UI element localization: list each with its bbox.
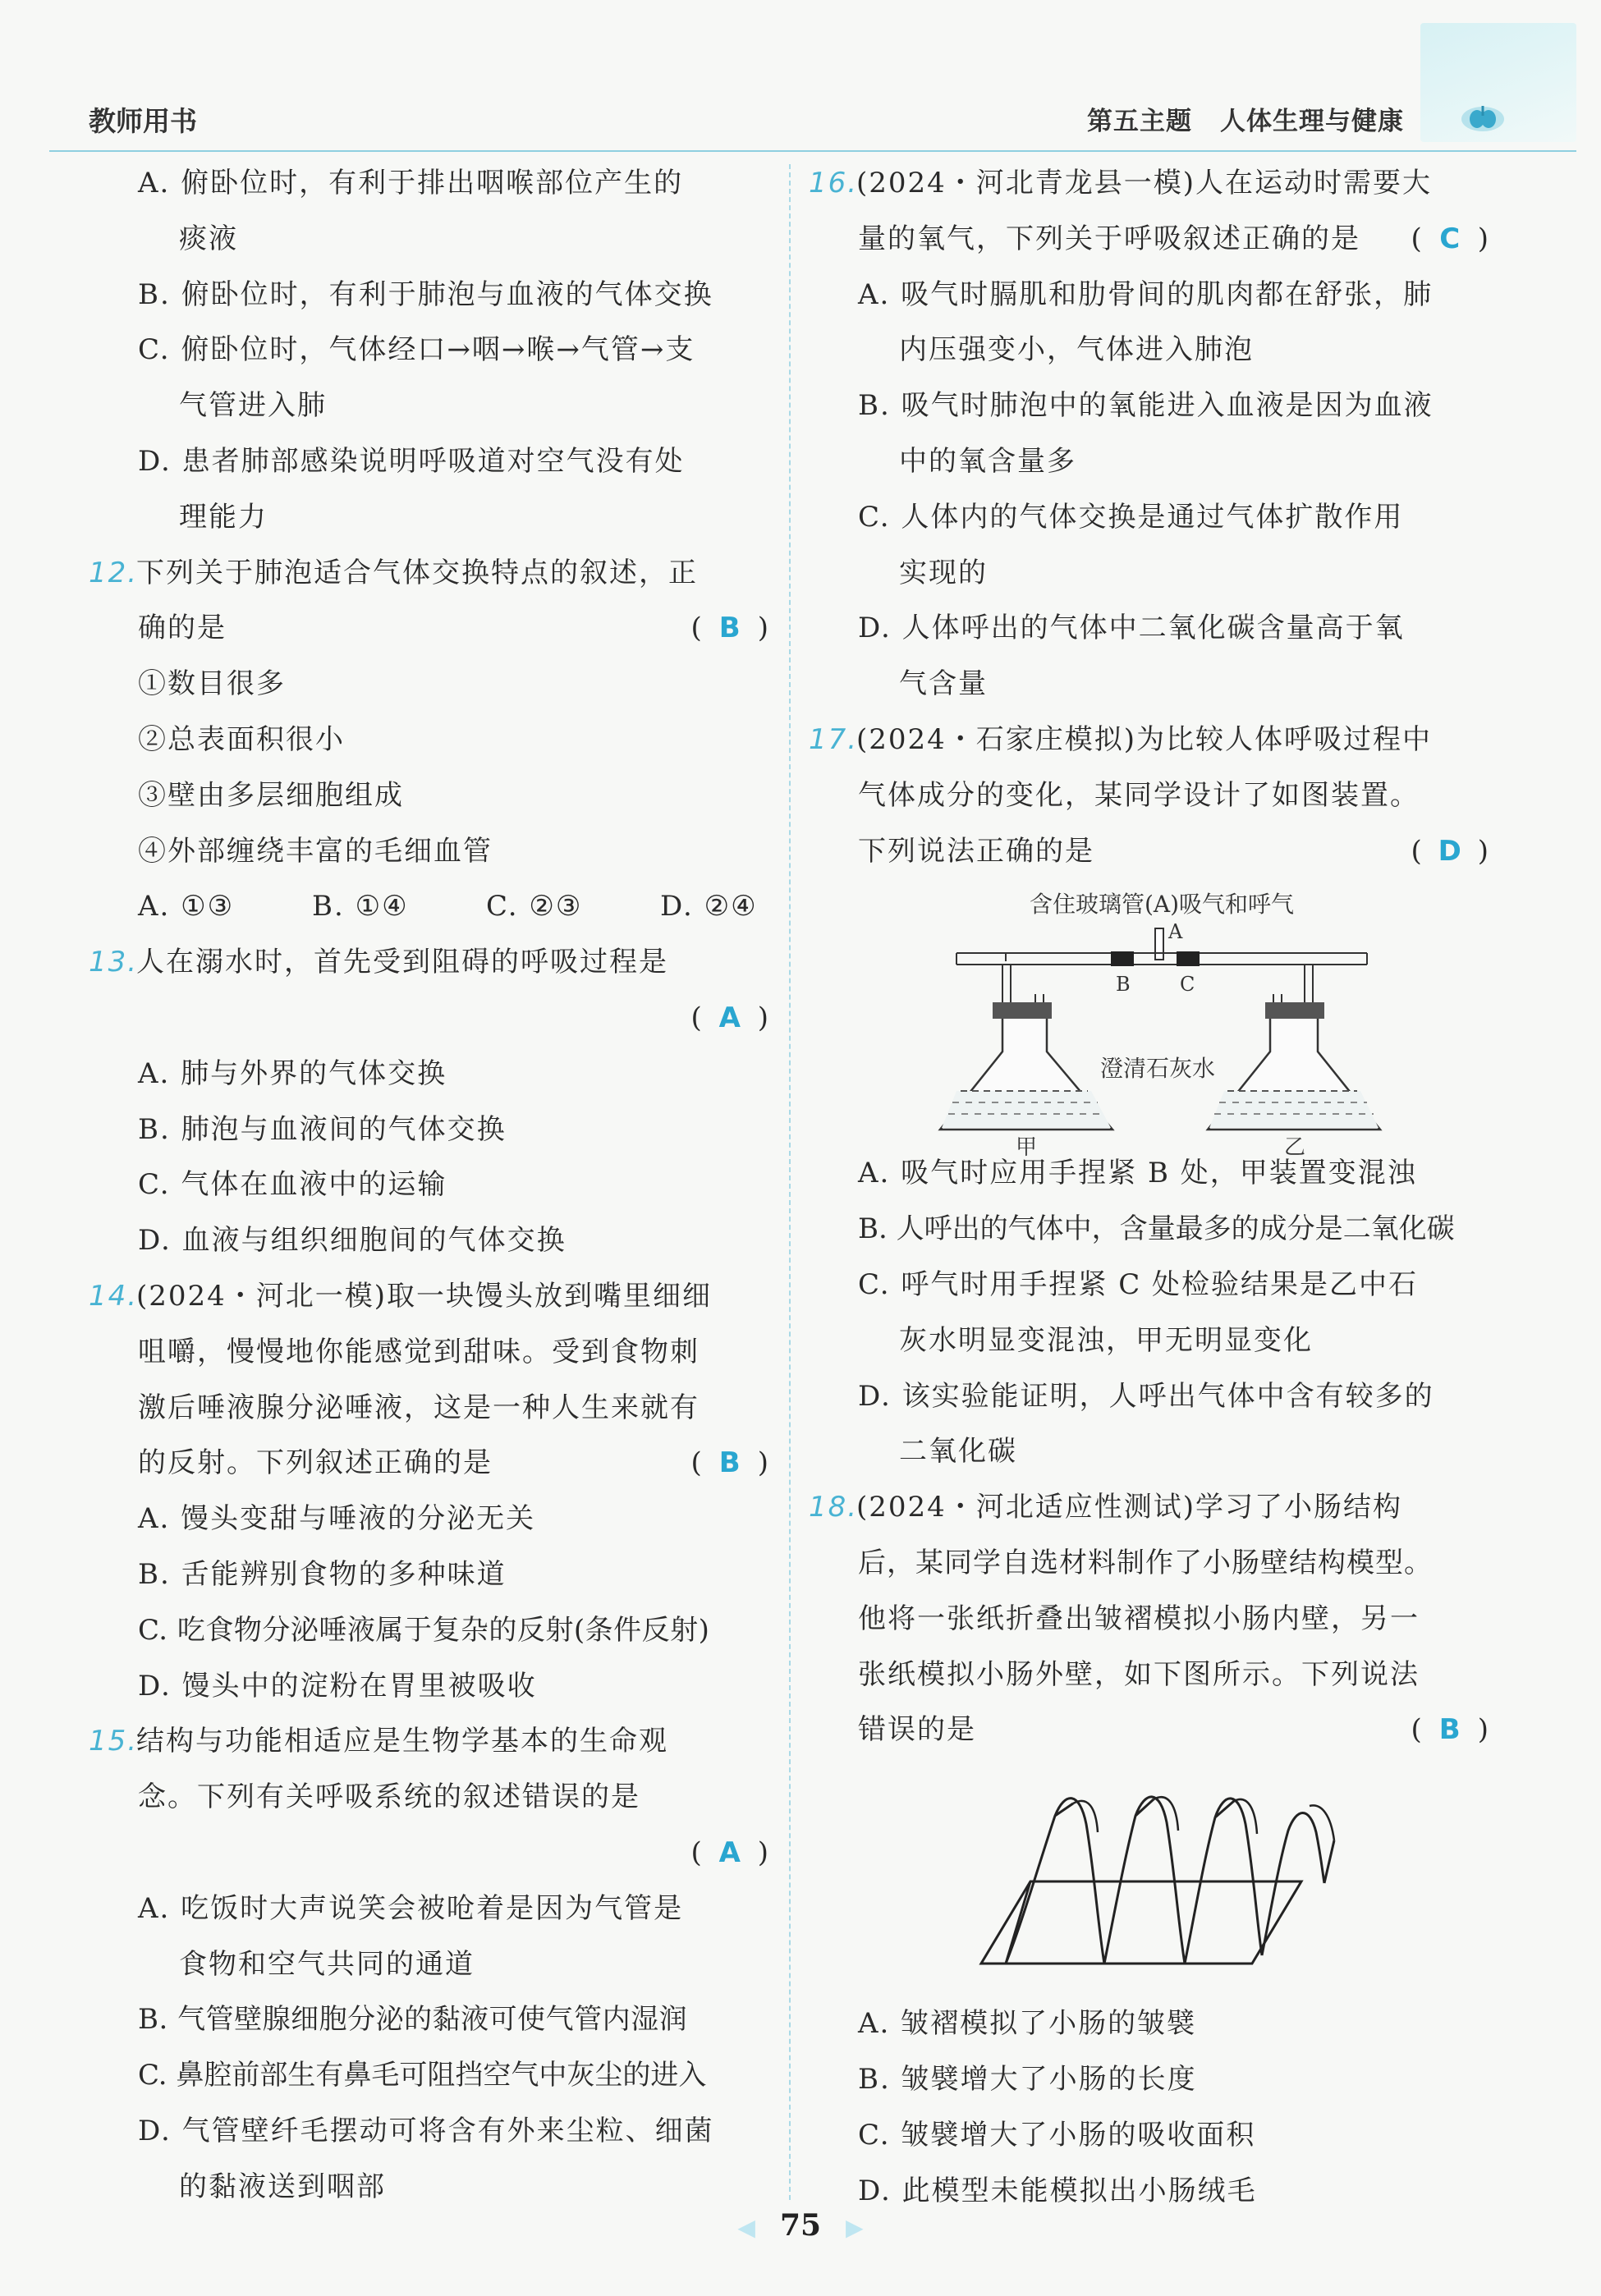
q17-apparatus-drawing: [809, 879, 1490, 1161]
q18-answer: B: [1438, 1713, 1462, 1747]
q18-intestine-model-figure: [809, 1758, 1490, 1996]
q17-flask-left-label: 甲: [1015, 1135, 1038, 1161]
q11-option-b: B. 俯卧位时，有利于肺泡与血液的气体交换: [138, 277, 713, 311]
q17-stem-text1: (2024・石家庄模拟)为比较人体呼吸过程中: [856, 722, 1433, 756]
q17-option-c-line2: 灰水明显变混浊，甲无明显变化: [899, 1323, 1313, 1357]
column-divider: [789, 164, 791, 2200]
q16-answer: C: [1439, 222, 1462, 255]
q12-stem-text2: 确的是: [138, 612, 227, 645]
left-arrow-icon: ◀: [737, 2214, 755, 2241]
header-book-type: 教师用书: [89, 105, 197, 137]
q18-stem-line1: [809, 1480, 1490, 1536]
q14-stem-text4: 的反射。下列叙述正确的是: [138, 1446, 493, 1480]
q17-label-c: C: [1180, 973, 1195, 997]
q15-answer-line: [89, 1826, 770, 1881]
q18-answer-box: ( B ): [1411, 1703, 1490, 1758]
q16-stem-text2: 量的氧气，下列关于呼吸叙述正确的是: [858, 222, 1360, 255]
q17-number: 17.: [809, 722, 859, 756]
q14-stem-text1: (2024・河北一模)取一块馒头放到嘴里细细: [136, 1279, 713, 1313]
q12-statement-3: ③壁由多层细胞组成: [138, 778, 404, 812]
q13-answer-box: ( A ): [690, 991, 770, 1047]
q16-stem-text1: (2024・河北青龙县一模)人在运动时需要大: [856, 167, 1433, 199]
q18-option-d: D. 此模型未能模拟出小肠绒毛: [858, 2174, 1257, 2207]
q11-option-a-line1: A. 俯卧位时，有利于排出咽喉部位产生的: [138, 167, 684, 199]
lung-logo-icon: [1459, 103, 1507, 135]
q18-stem-line3: 他将一张纸折叠出皱褶模拟小肠内壁，另一: [858, 1602, 1420, 1635]
q14-stem-line1: [89, 1269, 770, 1325]
q16-stem-line2: [809, 212, 1490, 268]
q18-option-a: A. 皱褶模拟了小肠的皱襞: [858, 2007, 1197, 2041]
q12-option-b: B. ①④: [312, 890, 409, 923]
q16-option-c-line1: C. 人体内的气体交换是通过气体扩散作用: [858, 500, 1404, 534]
q18-number: 18.: [809, 1491, 859, 1524]
q15-number: 15.: [89, 1725, 139, 1758]
page-footer: [0, 2208, 1601, 2243]
q12-stem-text1: 下列关于肺泡适合气体交换特点的叙述，正: [136, 556, 698, 589]
q18-stem-line2: 后，某同学自选材料制作了小肠壁结构模型。: [858, 1546, 1433, 1579]
q15-stem-line2: 念。下列有关呼吸系统的叙述错误的是: [138, 1780, 640, 1814]
q18-stem-line4: 张纸模拟小肠外壁，如下图所示。下列说法: [858, 1657, 1420, 1691]
q16-option-a-line1: A. 吸气时膈肌和肋骨间的肌肉都在舒张，肺: [858, 277, 1434, 311]
q15-answer-box: ( A ): [690, 1826, 770, 1881]
q12-statement-1: ①数目很多: [138, 667, 286, 701]
q16-stem-line1: [809, 156, 1490, 212]
q17-option-d-line1: D. 该实验能证明，人呼出气体中含有较多的: [858, 1379, 1434, 1413]
q17-option-b: B. 人呼出的气体中，含量最多的成分是二氧化碳: [858, 1212, 1455, 1246]
q17-stem-line2: 气体成分的变化，某同学设计了如图装置。: [858, 778, 1420, 812]
q16-number: 16.: [809, 167, 859, 199]
q17-flask-right-label: 乙: [1283, 1135, 1306, 1161]
q13-stem: [89, 935, 770, 991]
q15-option-d-line1: D. 气管壁纤毛摆动可将含有外来尘粒、细菌: [138, 2114, 714, 2147]
q12-answer: B: [718, 612, 742, 645]
q13-stem-text: 人在溺水时，首先受到阻碍的呼吸过程是: [136, 946, 668, 979]
q17-stem-line1: [809, 713, 1490, 768]
q11-option-a-line2: 痰液: [179, 222, 238, 255]
right-arrow-icon: ▶: [846, 2214, 864, 2241]
q11-option-c-line2: 气管进入肺: [179, 389, 327, 423]
q13-number: 13.: [89, 946, 139, 979]
q12-options: [89, 879, 770, 935]
q18-stem-text1: (2024・河北适应性测试)学习了小肠结构: [856, 1491, 1403, 1524]
q17-apparatus-figure: [809, 879, 1490, 1161]
left-column: [89, 156, 770, 2215]
q18-folded-paper-drawing: [809, 1758, 1490, 1996]
q14-answer-box: ( B ): [690, 1436, 770, 1492]
q16-option-b-line1: B. 吸气时肺泡中的氧能进入血液是因为血液: [858, 389, 1434, 423]
q17-liquid-label: 澄清石灰水: [1099, 1055, 1216, 1083]
q16-option-a-line2: 内压强变小，气体进入肺泡: [899, 333, 1254, 367]
q13-option-a: A. 肺与外界的气体交换: [138, 1056, 447, 1090]
q12-stem-line1: [89, 546, 770, 602]
q17-answer: D: [1438, 834, 1463, 868]
q13-answer-line: [89, 991, 770, 1047]
q14-stem-line4: [89, 1436, 770, 1492]
header-rule: [49, 150, 1576, 152]
q12-option-a: A. ①③: [138, 890, 235, 923]
q14-number: 14.: [89, 1279, 139, 1313]
q14-option-c: C. 吃食物分泌唾液属于复杂的反射(条件反射): [138, 1613, 710, 1647]
q13-answer: A: [718, 1001, 742, 1034]
q12-answer-box: ( B ): [690, 601, 770, 657]
q13-option-c: C. 气体在血液中的运输: [138, 1168, 447, 1202]
q12-statement-2: ②总表面积很小: [138, 722, 345, 756]
q17-option-d-line2: 二氧化碳: [899, 1435, 1017, 1469]
q11-option-d-line2: 理能力: [179, 500, 268, 534]
q15-option-a-line1: A. 吃饭时大声说笑会被呛着是因为气管是: [138, 1891, 684, 1925]
q14-option-b: B. 舌能辨别食物的多种味道: [138, 1557, 507, 1591]
page-number: 75: [779, 2208, 822, 2243]
q14-stem-line3: 激后唾液腺分泌唾液，这是一种人生来就有: [138, 1391, 700, 1424]
q16-option-b-line2: 中的氧含量多: [899, 444, 1076, 478]
q17-stem-text3: 下列说法正确的是: [858, 834, 1094, 868]
q16-option-c-line2: 实现的: [899, 556, 988, 589]
q17-label-b: B: [1116, 973, 1131, 997]
q15-stem-line1: [89, 1714, 770, 1770]
q17-option-c-line1: C. 呼气时用手捏紧 C 处检验结果是乙中石: [858, 1267, 1419, 1301]
q12-number: 12.: [89, 556, 139, 589]
q15-option-b: B. 气管壁腺细胞分泌的黏液可使气管内湿润: [138, 2003, 688, 2037]
q17-figure-caption: 含住玻璃管(A)吸气和呼气: [1029, 891, 1295, 919]
header-topic: [1087, 100, 1404, 137]
q15-stem-text1: 结构与功能相适应是生物学基本的生命观: [136, 1725, 668, 1758]
q14-option-d: D. 馒头中的淀粉在胃里被吸收: [138, 1669, 537, 1703]
q17-option-a: A. 吸气时应用手捏紧 B 处，甲装置变混浊: [858, 1157, 1417, 1190]
q15-option-d-line2: 的黏液送到咽部: [179, 2170, 386, 2203]
q13-option-b: B. 肺泡与血液间的气体交换: [138, 1112, 507, 1146]
q15-option-c: C. 鼻腔前部生有鼻毛可阻挡空气中灰尘的进入: [138, 2059, 707, 2092]
q17-stem-line3: [809, 824, 1490, 880]
q15-answer: A: [718, 1835, 742, 1869]
q11-option-d-line1: D. 患者肺部感染说明呼吸道对空气没有处: [138, 444, 685, 478]
q17-answer-box: ( D ): [1411, 824, 1490, 880]
q14-answer: B: [718, 1446, 742, 1480]
q18-stem-text5: 错误的是: [858, 1713, 976, 1747]
q14-stem-line2: 咀嚼，慢慢地你能感觉到甜味。受到食物刺: [138, 1335, 700, 1368]
q16-option-d-line2: 气含量: [899, 667, 988, 701]
q14-option-a: A. 馒头变甜与唾液的分泌无关: [138, 1502, 536, 1536]
right-column: [809, 156, 1490, 2219]
q12-option-d: D. ②④: [660, 890, 758, 923]
q12-option-c: C. ②③: [486, 890, 583, 923]
q13-option-d: D. 血液与组织细胞间的气体交换: [138, 1224, 567, 1258]
q18-stem-line5: [809, 1703, 1490, 1758]
q16-answer-box: ( C ): [1411, 212, 1490, 268]
q18-option-c: C. 皱襞增大了小肠的吸收面积: [858, 2118, 1256, 2152]
q18-option-b: B. 皱襞增大了小肠的长度: [858, 2062, 1197, 2096]
header-topic-number: 第五主题: [1087, 107, 1192, 136]
header-topic-title: 人体生理与健康: [1220, 107, 1404, 136]
q12-stem-line2: [89, 601, 770, 657]
q17-label-a: A: [1168, 920, 1183, 944]
q11-option-c-line1: C. 俯卧位时，气体经口→咽→喉→气管→支: [138, 333, 695, 367]
q12-statement-4: ④外部缠绕丰富的毛细血管: [138, 834, 493, 868]
q15-option-a-line2: 食物和空气共同的通道: [179, 1947, 475, 1981]
q16-option-d-line1: D. 人体呼出的气体中二氧化碳含量高于氧: [858, 612, 1405, 645]
